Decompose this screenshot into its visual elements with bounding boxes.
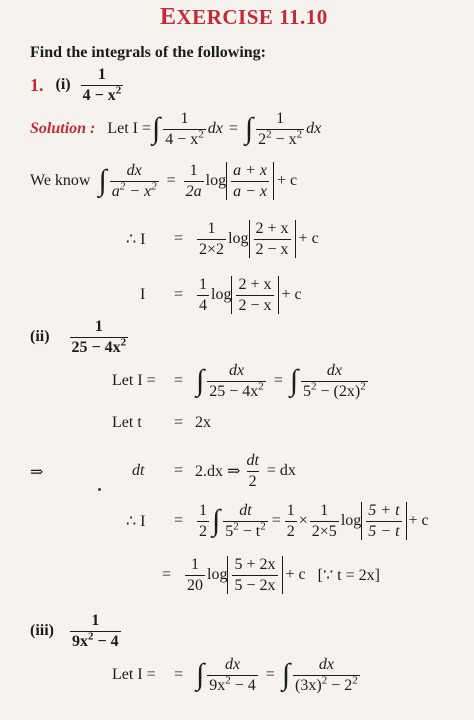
known-coef: $\frac{1}{2a}$ (185, 162, 202, 200)
let-i-text: Let I = (112, 666, 156, 684)
question-number: 1. (30, 74, 44, 95)
sol1-step2: ∴ I = $\frac{1}{2\times 2}$ log $\frac{2 + x}{2 - x}$ + c (126, 220, 319, 258)
let-i-text: Let I = (112, 372, 156, 390)
page-title: EXERCISE 11.10 (160, 4, 328, 30)
part-label: (iii) (30, 622, 54, 640)
speck (98, 488, 101, 491)
sol2-dt: dt = 2.dx ⇒ $\frac{dt}{2}$ = dx (132, 452, 296, 490)
instruction-text: Find the integrals of the following: (30, 44, 266, 61)
sol2-let-t: Let t = 2x (112, 414, 212, 431)
let-i-text: Let I = (107, 120, 152, 138)
known-formula: We know ∫ $\frac{dx}{a^2 - x^2}$ = $\frac{1}{2a}$ log $\frac{a + x}{a - x}$ + c (30, 162, 298, 200)
question-1 (30, 66, 125, 104)
implies-arrow: ⇒ (30, 464, 44, 481)
sol1-frac-2: $\frac{1}{2^2 - x^2}$ (258, 110, 303, 148)
part-label: (ii) (30, 328, 50, 346)
q1-fraction: $\frac{1}{4 - x^2}$ (82, 66, 122, 104)
sol2-result: = $\frac{1}{20}$ log $\frac{5 + 2x}{5 - 2x}$ + c [∵ t = 2x] (162, 556, 380, 594)
part-label: (i) (55, 76, 71, 94)
known-frac: $\frac{dx}{a^2 - x^2}$ (111, 162, 157, 200)
we-know-text: We know (30, 172, 91, 190)
question-2: (ii) $\frac{1}{25 - 4x^2}$ (30, 318, 127, 356)
sol2-line1: Let I = = ∫ $\frac{dx}{25 - 4x^2}$ = ∫ $\frac{dx}{5^2 - (2x)^2}$ (112, 362, 366, 400)
sol1-step3: I = $\frac{1}{4}$ log $\frac{2 + x}{2 - x}$ + c (140, 276, 302, 314)
sol2-step: ∴ I = $\frac{1}{2}$ ∫ $\frac{dt}{5^2 - t^2}$ = $\frac{1}{2}$ × $\frac{1}{2\times 5}$ log $\frac{5 + t}{5 - t}$ + c (126, 502, 429, 540)
sol1-frac-1: $\frac{1}{4 - x^2}$ (165, 110, 204, 148)
sol3-line1: Let I = = ∫ $\frac{dx}{9x^2 - 4}$ = ∫ $\frac{dx}{(3x)^2 - 2^2}$ (112, 656, 358, 694)
question-3: (iii) $\frac{1}{9x^2 - 4}$ (30, 612, 119, 650)
solution-label: Solution : (30, 120, 96, 138)
solution-1-line: Solution : Let I = ∫ $\frac{1}{4 - x^2}$ dx = ∫ $\frac{1}{2^2 - x^2}$ dx (30, 110, 322, 148)
